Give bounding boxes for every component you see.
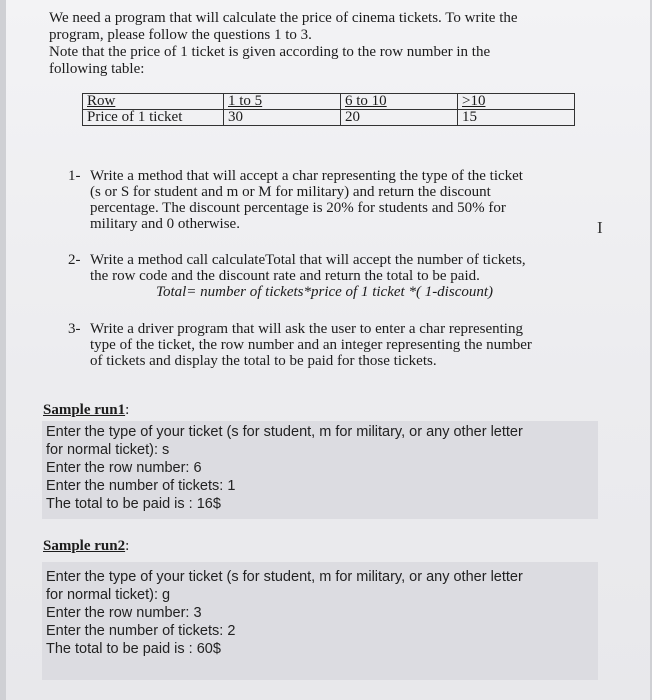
console-line: Enter the number of tickets: 1 <box>46 478 236 494</box>
sample-title-text: Sample run1 <box>43 402 126 418</box>
intro-paragraph <box>49 10 589 78</box>
document-page <box>6 0 650 700</box>
sample-run-2-output <box>42 562 598 680</box>
table-cell: >10 <box>458 94 575 110</box>
table-cell: 1 to 5 <box>224 94 341 110</box>
question-line: Write a method that will accept a char representing the type of the ticket <box>90 168 523 184</box>
table-cell: 15 <box>458 110 575 126</box>
table-cell: Price of 1 ticket <box>83 110 224 126</box>
question-3 <box>68 321 573 369</box>
sample-run-1-title <box>43 402 129 419</box>
console-line: The total to be paid is : 16$ <box>46 496 221 512</box>
intro-line: following table: <box>49 61 145 77</box>
question-line: (s or S for student and m or M for military) and return the discount <box>90 184 491 200</box>
question-1 <box>68 168 573 232</box>
sample-title-text: Sample run2 <box>43 538 126 554</box>
table-cell: 30 <box>224 110 341 126</box>
intro-line: Note that the price of 1 ticket is given according to the row number in the <box>49 44 491 60</box>
total-formula: Total= number of tickets*price of 1 ticket *( 1-discount) <box>156 284 494 300</box>
console-line: The total to be paid is : 60$ <box>46 641 221 657</box>
text-cursor-icon: I <box>597 218 603 237</box>
console-line: Enter the type of your ticket (s for student, m for military, or any other letter <box>46 424 523 440</box>
sample-title-colon: : <box>125 402 130 418</box>
price-table <box>82 93 575 126</box>
question-number: 3- <box>68 321 81 337</box>
table-cell: Row <box>83 94 224 110</box>
question-2 <box>68 252 573 300</box>
sample-run-2-title <box>43 538 129 555</box>
table-cell: 6 to 10 <box>341 94 458 110</box>
console-line: for normal ticket): s <box>46 442 170 458</box>
console-line: Enter the row number: 6 <box>46 460 202 476</box>
question-line: percentage. The discount percentage is 20% for students and 50% for <box>90 200 506 216</box>
question-line: Write a driver program that will ask the user to enter a char representing <box>90 321 523 337</box>
intro-line: program, please follow the questions 1 to 3. <box>49 27 312 43</box>
sample-run-1-output <box>42 421 598 519</box>
table-row <box>83 110 575 126</box>
console-line: Enter the row number: 3 <box>46 605 202 621</box>
question-line: type of the ticket, the row number and an integer representing the number <box>90 337 532 353</box>
table-cell: 20 <box>341 110 458 126</box>
table-header-row <box>83 94 575 110</box>
question-number: 1- <box>68 168 81 184</box>
question-line: Write a method call calculateTotal that will accept the number of tickets, <box>90 252 526 268</box>
console-line: Enter the type of your ticket (s for student, m for military, or any other letter <box>46 569 523 585</box>
console-line: Enter the number of tickets: 2 <box>46 623 236 639</box>
question-line: military and 0 otherwise. <box>90 216 240 232</box>
question-line: of tickets and display the total to be paid for those tickets. <box>90 353 437 369</box>
sample-title-colon: : <box>125 538 130 554</box>
console-line: for normal ticket): g <box>46 587 171 603</box>
question-line: the row code and the discount rate and return the total to be paid. <box>90 268 480 284</box>
intro-line: We need a program that will calculate the price of cinema tickets. To write the <box>49 10 518 26</box>
question-number: 2- <box>68 252 81 268</box>
